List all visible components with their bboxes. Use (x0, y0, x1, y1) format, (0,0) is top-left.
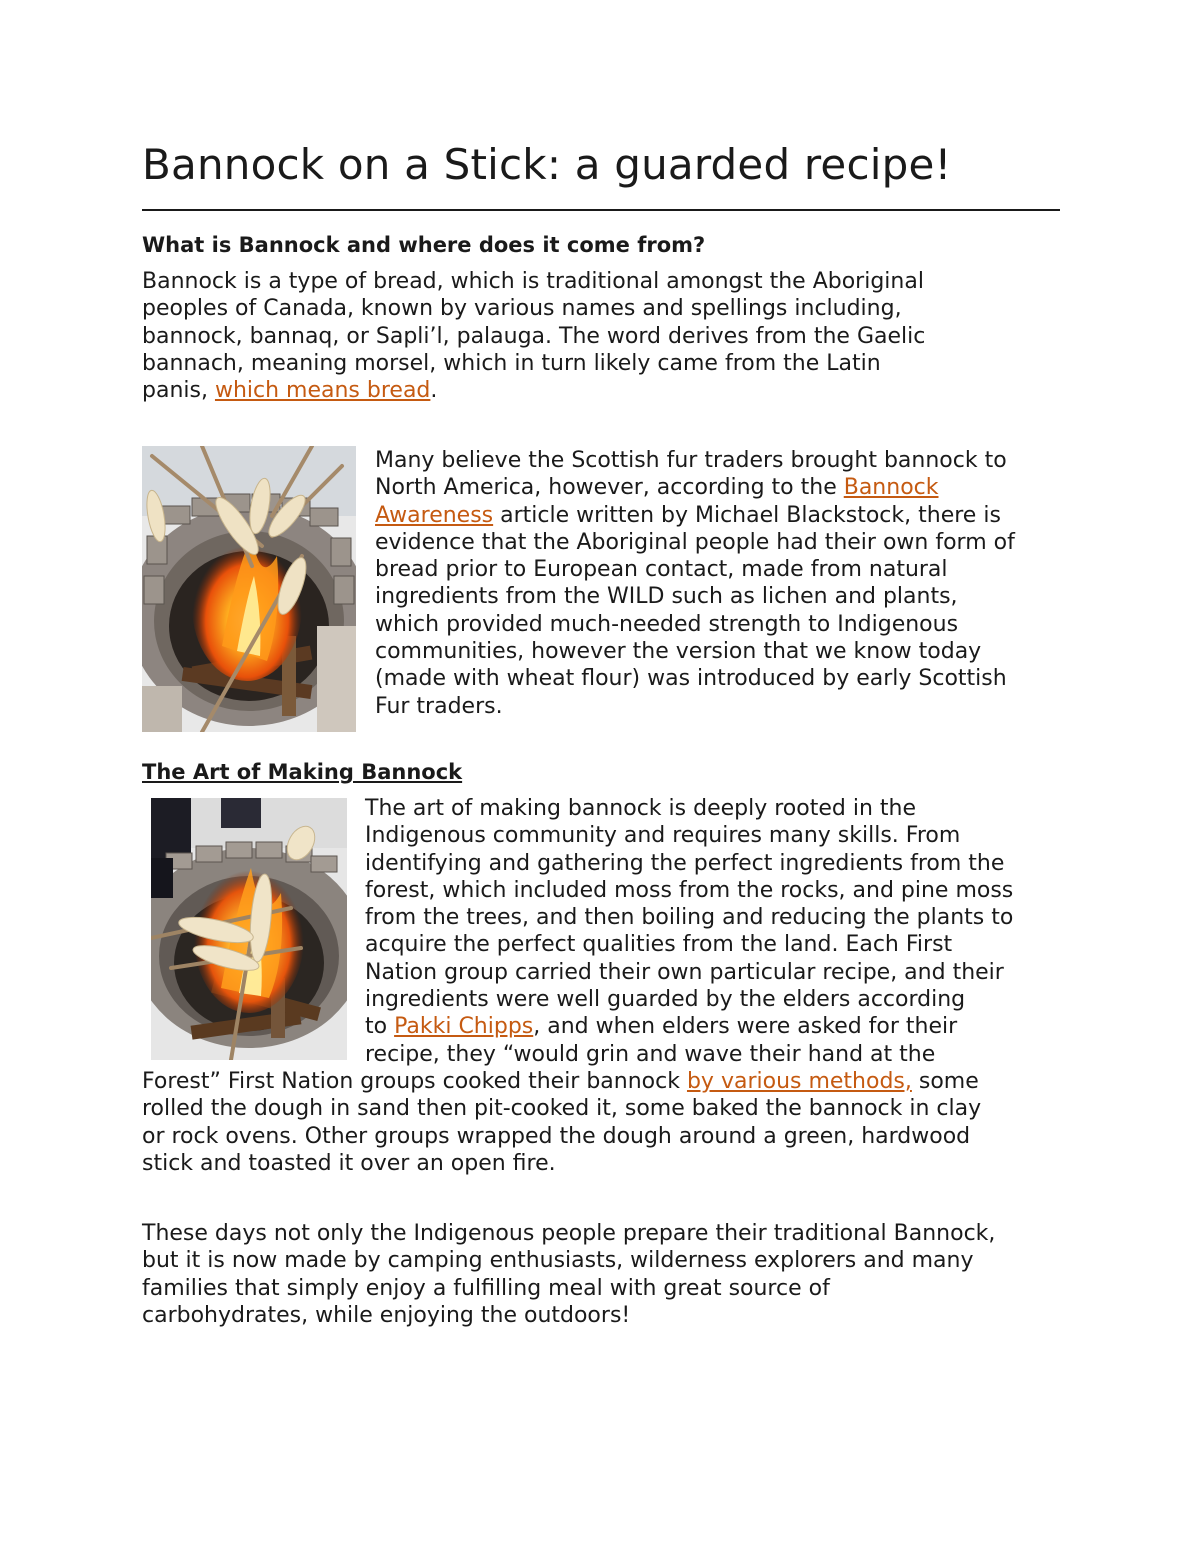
text-line (375, 474, 1065, 501)
link-by-various-methods[interactable]: by various methods, (686, 1069, 912, 1094)
text-line: peoples of Canada, known by various names and spellings including, (142, 296, 902, 322)
text-line: rolled the dough in sand then pit-cooked it, some baked the bannock in clay (142, 1096, 982, 1122)
text-line: stick and toasted it over an open fire. (142, 1150, 556, 1176)
text-line: bread prior to European contact, made from natural (375, 557, 948, 583)
text-fragment: , and when elders were asked for their (533, 1014, 958, 1040)
text-line: The art of making bannock is deeply rooted in the (365, 796, 916, 821)
text-line: (made with wheat flour) was introduced by early Scottish (375, 666, 1007, 692)
text-line: recipe, they “would grin and wave their hand at the (365, 1041, 936, 1067)
text-line: acquire the perfect qualities from the land. Each First (365, 932, 953, 958)
page-title: Bannock on a Stick: a guarded recipe! (142, 140, 952, 189)
text-line: Bannock is a type of bread, which is traditional amongst the Aboriginal (142, 269, 924, 294)
text-line: bannock, bannaq, or Sapli’l, palauga. The word derives from the Gaelic (142, 323, 926, 349)
link-pakki-chipps[interactable]: Pakki Chipps (394, 1014, 534, 1040)
text-line (375, 502, 1065, 529)
text-line: evidence that the Aboriginal people had their own form of (375, 529, 1015, 555)
text-fragment: Forest” First Nation groups cooked their bannock (142, 1069, 687, 1094)
link-bannock-awareness-part2[interactable]: Awareness (375, 502, 494, 528)
text-line: Nation group carried their own particular recipe, and their (365, 959, 1004, 985)
text-line: Many believe the Scottish fur traders brought bannock to (375, 448, 1007, 473)
text-line: families that simply enjoy a fulfilling meal with great source of (142, 1275, 830, 1301)
text-line: ingredients from the WILD such as lichen and plants, (375, 584, 958, 610)
text-line: bannach, meaning morsel, which in turn likely came from the Latin (142, 350, 881, 376)
text-line: identifying and gathering the perfect ingredients from the (365, 850, 1005, 876)
text-line: but it is now made by camping enthusiasts, wilderness explorers and many (142, 1248, 974, 1274)
text-line (142, 1068, 1060, 1095)
text-fragment: North America, however, according to the (375, 475, 844, 501)
text-fragment: some (911, 1069, 979, 1094)
text-fragment: article written by Michael Blackstock, there is (493, 502, 1001, 528)
campfire-photo-1 (142, 446, 356, 732)
text-fragment: to (365, 1014, 395, 1040)
section-heading-origin: What is Bannock and where does it come from? (142, 233, 706, 257)
text-line: Fur traders. (375, 693, 503, 719)
text-line (142, 377, 1060, 404)
text-line: ingredients were well guarded by the elders according (365, 987, 966, 1013)
text-fragment: panis, (142, 378, 215, 404)
paragraph-scottish-traders (375, 447, 1065, 720)
text-line: from the trees, and then boiling and reducing the plants to (365, 905, 1014, 931)
text-line: which provided much-needed strength to Indigenous (375, 611, 959, 637)
campfire-photo-2 (151, 798, 347, 1060)
text-line: Indigenous community and requires many skills. From (365, 823, 961, 849)
paragraph-cooking-methods (142, 1068, 1060, 1177)
paragraph-art-of-making (365, 795, 1065, 1068)
text-line: forest, which included moss from the rocks, and pine moss (365, 877, 1014, 903)
link-which-means-bread[interactable]: which means bread (214, 378, 431, 404)
text-fragment: . (430, 378, 438, 404)
text-line: These days not only the Indigenous people prepare their traditional Bannock, (142, 1221, 996, 1246)
text-line: communities, however the version that we know today (375, 639, 982, 665)
text-line: or rock ovens. Other groups wrapped the dough around a green, hardwood (142, 1123, 971, 1149)
paragraph-these-days (142, 1220, 1060, 1329)
paragraph-origin (142, 268, 1060, 404)
title-divider (142, 209, 1060, 211)
text-line: carbohydrates, while enjoying the outdoors! (142, 1302, 631, 1328)
text-line (365, 1013, 1065, 1040)
link-bannock-awareness-part1[interactable]: Bannock (843, 475, 939, 501)
section-heading-art: The Art of Making Bannock (142, 760, 463, 784)
